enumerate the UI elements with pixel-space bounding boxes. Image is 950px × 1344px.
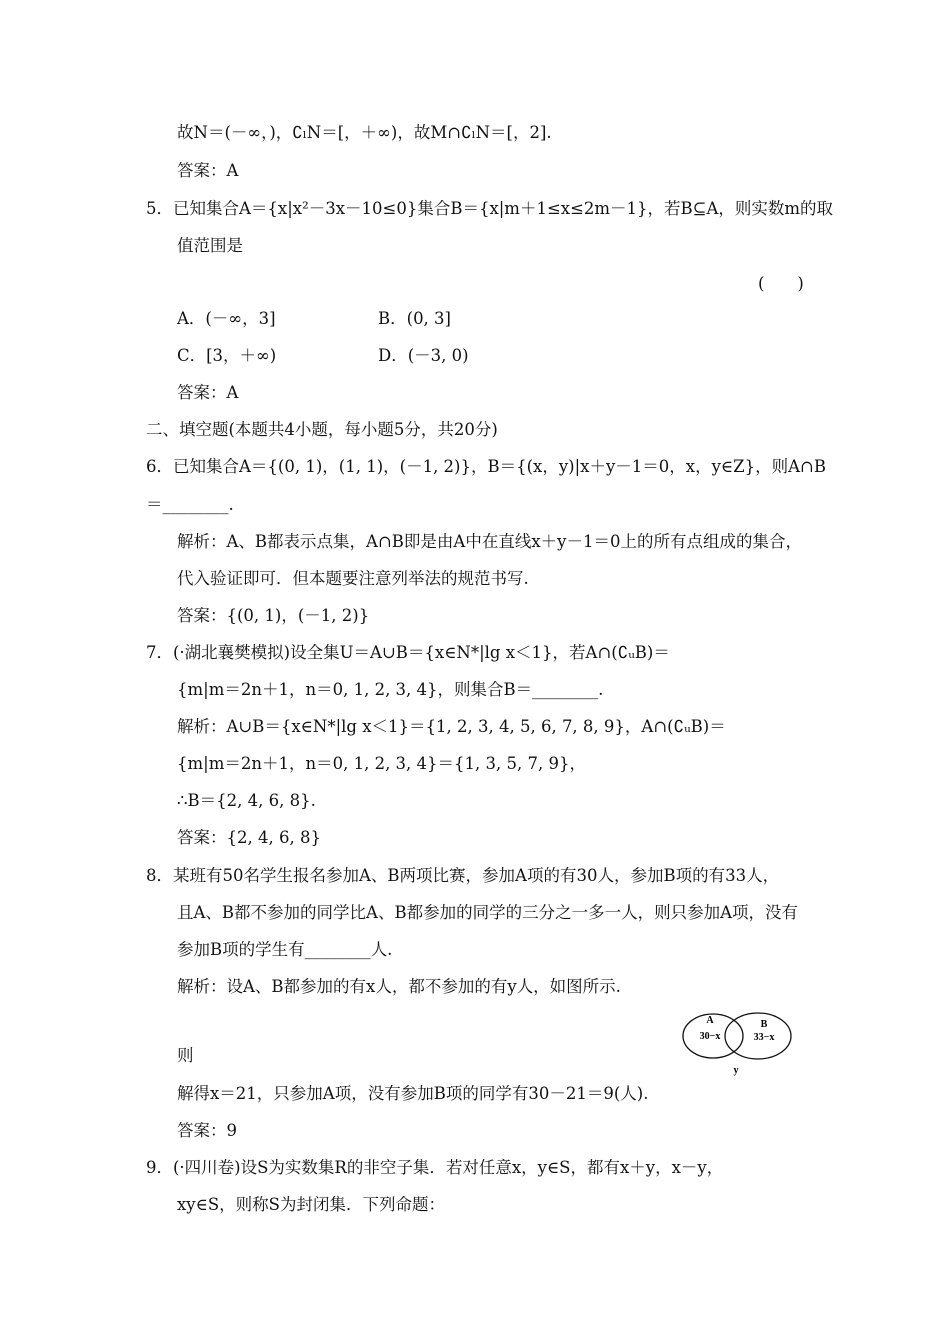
answer-5: 答案：A xyxy=(177,383,239,402)
question-5-cont: 值范围是 xyxy=(177,236,243,255)
question-8-cont1: 且A、B都不参加的同学比A、B都参加的同学的三分之一多一人，则只参加A项，没有 xyxy=(177,903,798,922)
venn-expr-a: 30−x xyxy=(699,1031,721,1042)
solution-6-line1: 解析：A、B都表示点集，A∩B即是由A中在直线x＋y－1＝0上的所有点组成的集合， xyxy=(177,532,802,551)
answer-7: 答案：{2, 4, 6, 8} xyxy=(177,828,321,847)
option-c: C．[3，＋∞) xyxy=(177,346,277,365)
venn-label-a: A xyxy=(706,1015,714,1026)
answer-bracket: ( ) xyxy=(758,274,804,293)
solution-7-line3: ∴B＝{2, 4, 6, 8}. xyxy=(177,791,316,810)
question-5: 5．已知集合A＝{x|x²－3x－10≤0}集合B＝{x|m＋1≤x≤2m－1}，若B⊆A，则实数m的取 xyxy=(146,199,834,218)
question-8: 8．某班有50名学生报名参加A、B两项比赛，参加A项的有30人，参加B项的有33人， xyxy=(146,866,780,885)
venn-expr-b: 33−x xyxy=(753,1032,775,1043)
option-d: D．(－3, 0) xyxy=(378,346,469,365)
answer-8: 答案：9 xyxy=(177,1121,237,1140)
section-heading: 二、填空题(本题共4小题，每小题5分，共20分) xyxy=(146,420,498,439)
question-6: 6．已知集合A＝{(0, 1)，(1, 1)，(－1, 2)}，B＝{(x，y)|x＋y－1＝0，x，y∈Z}，则A∩B xyxy=(146,457,826,476)
question-9: 9．(·四川卷)设S为实数集R的非空子集．若对任意x，y∈S，都有x＋y，x－y， xyxy=(146,1158,724,1177)
solution-7-line1: 解析：A∪B＝{x∈N*|lg x＜1}＝{1, 2, 3, 4, 5, 6, 7, 8, 9}，A∩(∁ᵤB)＝ xyxy=(177,717,726,736)
venn-label-b: B xyxy=(760,1019,768,1030)
question-6-cont: ＝________. xyxy=(146,495,234,514)
solution-8-line1: 解析：设A、B都参加的有x人，都不参加的有y人，如图所示. xyxy=(177,977,621,996)
venn-outside-label: y xyxy=(733,1065,739,1076)
question-9-cont: xy∈S，则称S为封闭集．下列命题： xyxy=(177,1195,445,1214)
answer-6: 答案：{(0, 1)，(－1, 2)} xyxy=(177,606,370,625)
solution-line: 故N＝(－∞，)，∁ₗN＝[，＋∞)，故M∩∁ₗN＝[，2]. xyxy=(177,123,552,142)
question-8-cont2: 参加B项的学生有________人. xyxy=(177,940,393,959)
question-7: 7．(·湖北襄樊模拟)设全集U＝A∪B＝{x∈N*|lg x＜1}，若A∩(∁ᵤB)＝ xyxy=(146,643,670,662)
question-7-cont: {m|m＝2n＋1，n＝0, 1, 2, 3, 4}，则集合B＝________. xyxy=(177,680,604,699)
option-a: A．(－∞，3] xyxy=(177,309,276,328)
solution-8-line3: 解得x＝21，只参加A项，没有参加B项的同学有30－21＝9(人). xyxy=(177,1084,649,1103)
solution-6-line2: 代入验证即可．但本题要注意列举法的规范书写. xyxy=(177,569,529,588)
solution-8-line2: 则 xyxy=(177,1046,194,1065)
solution-7-line2: {m|m＝2n＋1，n＝0, 1, 2, 3, 4}＝{1, 3, 5, 7, 9}， xyxy=(177,754,586,773)
venn-diagram xyxy=(678,1008,794,1078)
option-b: B．(0, 3] xyxy=(378,309,451,328)
answer-line: 答案：A xyxy=(177,161,239,180)
